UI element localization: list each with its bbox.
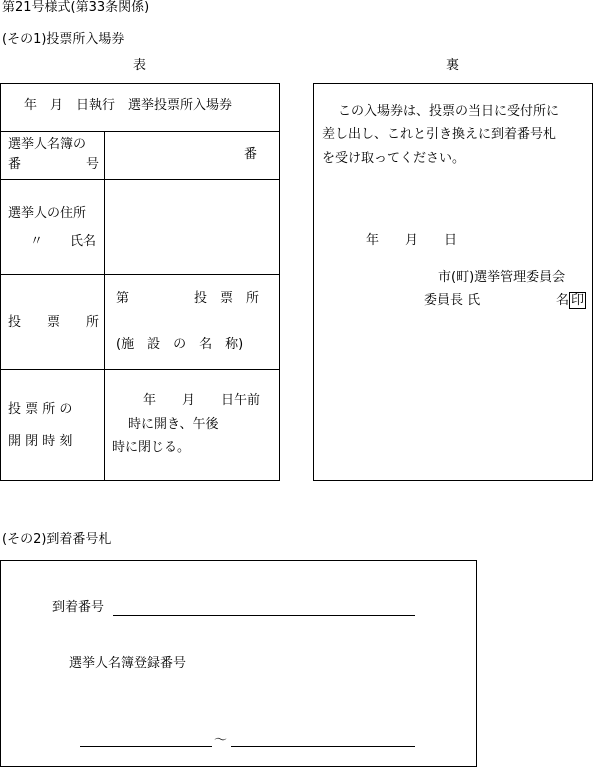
range-start-line [80, 746, 212, 747]
row-divider [0, 179, 280, 180]
hours-label-line1: 投 票 所 の [8, 402, 73, 417]
hours-line3: 時に閉じる。 [112, 440, 191, 455]
register-no-label-go: 号 [86, 157, 100, 172]
name-ditto: 〃 [30, 234, 44, 249]
front-label: 表 [133, 58, 147, 73]
chairman-name-suffix [556, 294, 586, 307]
notice-line2: 差し出し、これと引き換えに到着番号札 [322, 127, 557, 142]
column-divider [104, 131, 105, 481]
register-no-label-line1: 選挙人名簿の [8, 137, 87, 152]
notice-line1: この入場券は、投票の当日に受付所に [338, 104, 560, 119]
polling-place-label: 投 票 所 [8, 315, 100, 330]
name-suffix: 名 [556, 293, 570, 308]
part2-heading: (その2)到着番号札 [2, 532, 112, 547]
arrival-no-line [113, 615, 415, 616]
row-divider [0, 369, 280, 370]
polling-place-no: 第 [116, 291, 130, 306]
part1-heading: (その1)投票所入場券 [2, 32, 125, 47]
chairman-label: 委員長 氏 [424, 293, 481, 308]
hours-line1: 年 月 日午前 [143, 393, 261, 408]
form-title: 第21号様式(第33条関係) [2, 0, 150, 15]
address-label: 選挙人の住所 [8, 206, 87, 221]
notice-line3: を受け取ってください。 [322, 151, 466, 166]
register-no-label-ban: 番 [8, 157, 22, 172]
name-label: 氏名 [70, 234, 97, 249]
hours-line2: 時に開き、午後 [128, 417, 219, 432]
row-divider [0, 131, 280, 132]
range-separator: 〜 [214, 733, 228, 748]
seal-mark: 印 [571, 293, 585, 308]
register-no-value: 番 [244, 147, 258, 162]
facility-name: (施 設 の 名 称) [116, 337, 244, 352]
arrival-no-label: 到着番号 [52, 600, 105, 615]
front-header: 年 月 日執行 選挙投票所入場券 [24, 98, 233, 113]
row-divider [0, 274, 280, 275]
back-label: 裏 [446, 58, 460, 73]
hours-label-line2: 開 閉 時 刻 [8, 434, 73, 449]
range-end-line [231, 746, 415, 747]
register-no-label: 選挙人名簿登録番号 [69, 656, 187, 671]
date-line: 年 月 日 [366, 233, 458, 248]
polling-place-suffix: 投 票 所 [194, 291, 260, 306]
committee-name: 市(町)選挙管理委員会 [438, 270, 566, 285]
